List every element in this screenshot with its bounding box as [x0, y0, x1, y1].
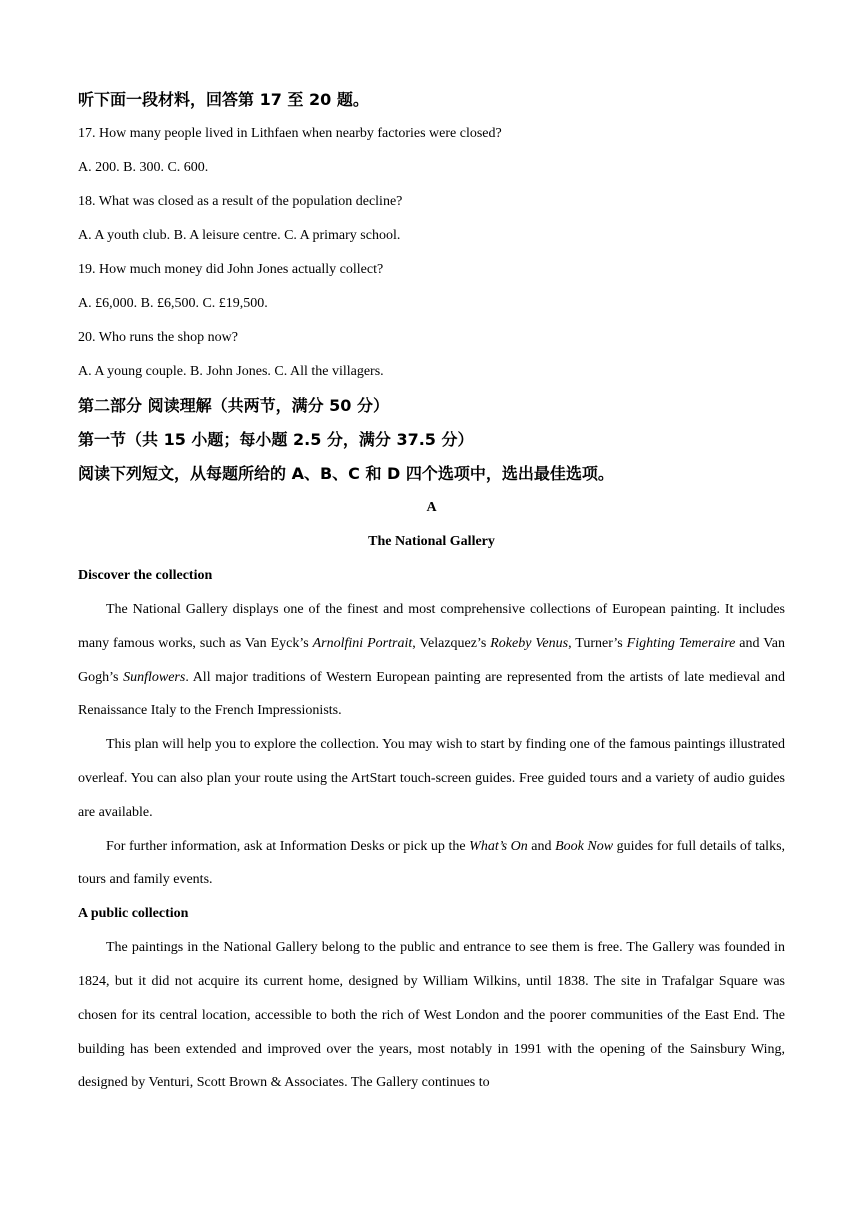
question-18-options: A. A youth club. B. A leisure centre. C. A primary school.	[78, 228, 401, 243]
paragraph-public-1: The paintings in the National Gallery belong to the public and entrance to see them is free. The Gallery was founded in 1824, but it did not acquire its current home, designed by William Wilkins, until 1838. The site in Trafalgar Square was chosen for its central location, accessible to both the rich of West London and the poorer communities of the East End. The building has been extended and improved over the years, most notably in 1991 with the opening of the Sainsbury Wing, designed by Venturi, Scott Brown & Associates. The Gallery continues to	[78, 940, 785, 1091]
exam-page	[78, 83, 785, 1100]
reading-instruction: 阅读下列短文，从每题所给的 A、B、C 和 D 四个选项中，选出最佳选项。	[78, 464, 614, 483]
paragraph-discover-1: The National Gallery displays one of the finest and most comprehensive collections of European painting. It includes many famous works, such as Van Eyck’s Arnolfini Portrait, Velazquez’s Rokeby Venus, Turner’s Fighting Temeraire and Van Gogh’s Sunflowers. All major traditions of Western European painting are represented from the artists of late medieval and Renaissance Italy to the French Impressionists.	[78, 602, 785, 719]
guide-title: Book Now	[555, 838, 614, 854]
part2-title: 第二部分 阅读理解（共两节，满分 50 分）	[78, 396, 389, 415]
question-17: 17. How many people lived in Lithfaen when nearby factories were closed?	[78, 126, 502, 141]
section1-title: 第一节（共 15 小题；每小题 2.5 分，满分 37.5 分）	[78, 430, 474, 449]
question-18: 18. What was closed as a result of the population decline?	[78, 194, 403, 209]
paragraph-discover-2: This plan will help you to explore the collection. You may wish to start by finding one of the famous paintings illustrated overleaf. You can also plan your route using the ArtStart touch-screen guides. Free guided tours and a variety of audio guides are available.	[78, 737, 785, 820]
guide-title: What’s On	[469, 838, 528, 854]
question-20: 20. Who runs the shop now?	[78, 330, 238, 345]
question-19: 19. How much money did John Jones actually collect?	[78, 262, 384, 277]
question-17-options: A. 200. B. 300. C. 600.	[78, 160, 209, 175]
artwork-title: Arnolfini Portrait	[312, 635, 413, 651]
artwork-title: Rokeby Venus	[490, 635, 569, 651]
listening-instruction: 听下面一段材料，回答第 17 至 20 题。	[78, 90, 369, 109]
artwork-title: Fighting Temeraire	[626, 635, 736, 651]
paragraph-discover-3: For further information, ask at Information Desks or pick up the What’s On and Book Now guides for full details of talks, tours and family events.	[78, 838, 786, 888]
passage-letter: A	[426, 500, 437, 515]
section-heading-public: A public collection	[78, 906, 189, 922]
section-heading-discover: Discover the collection	[78, 568, 213, 583]
question-19-options: A. £6,000. B. £6,500. C. £19,500.	[78, 296, 268, 311]
artwork-title: Sunflowers	[123, 669, 186, 685]
question-20-options: A. A young couple. B. John Jones. C. All the villagers.	[78, 364, 384, 379]
passage-title: The National Gallery	[368, 534, 495, 549]
